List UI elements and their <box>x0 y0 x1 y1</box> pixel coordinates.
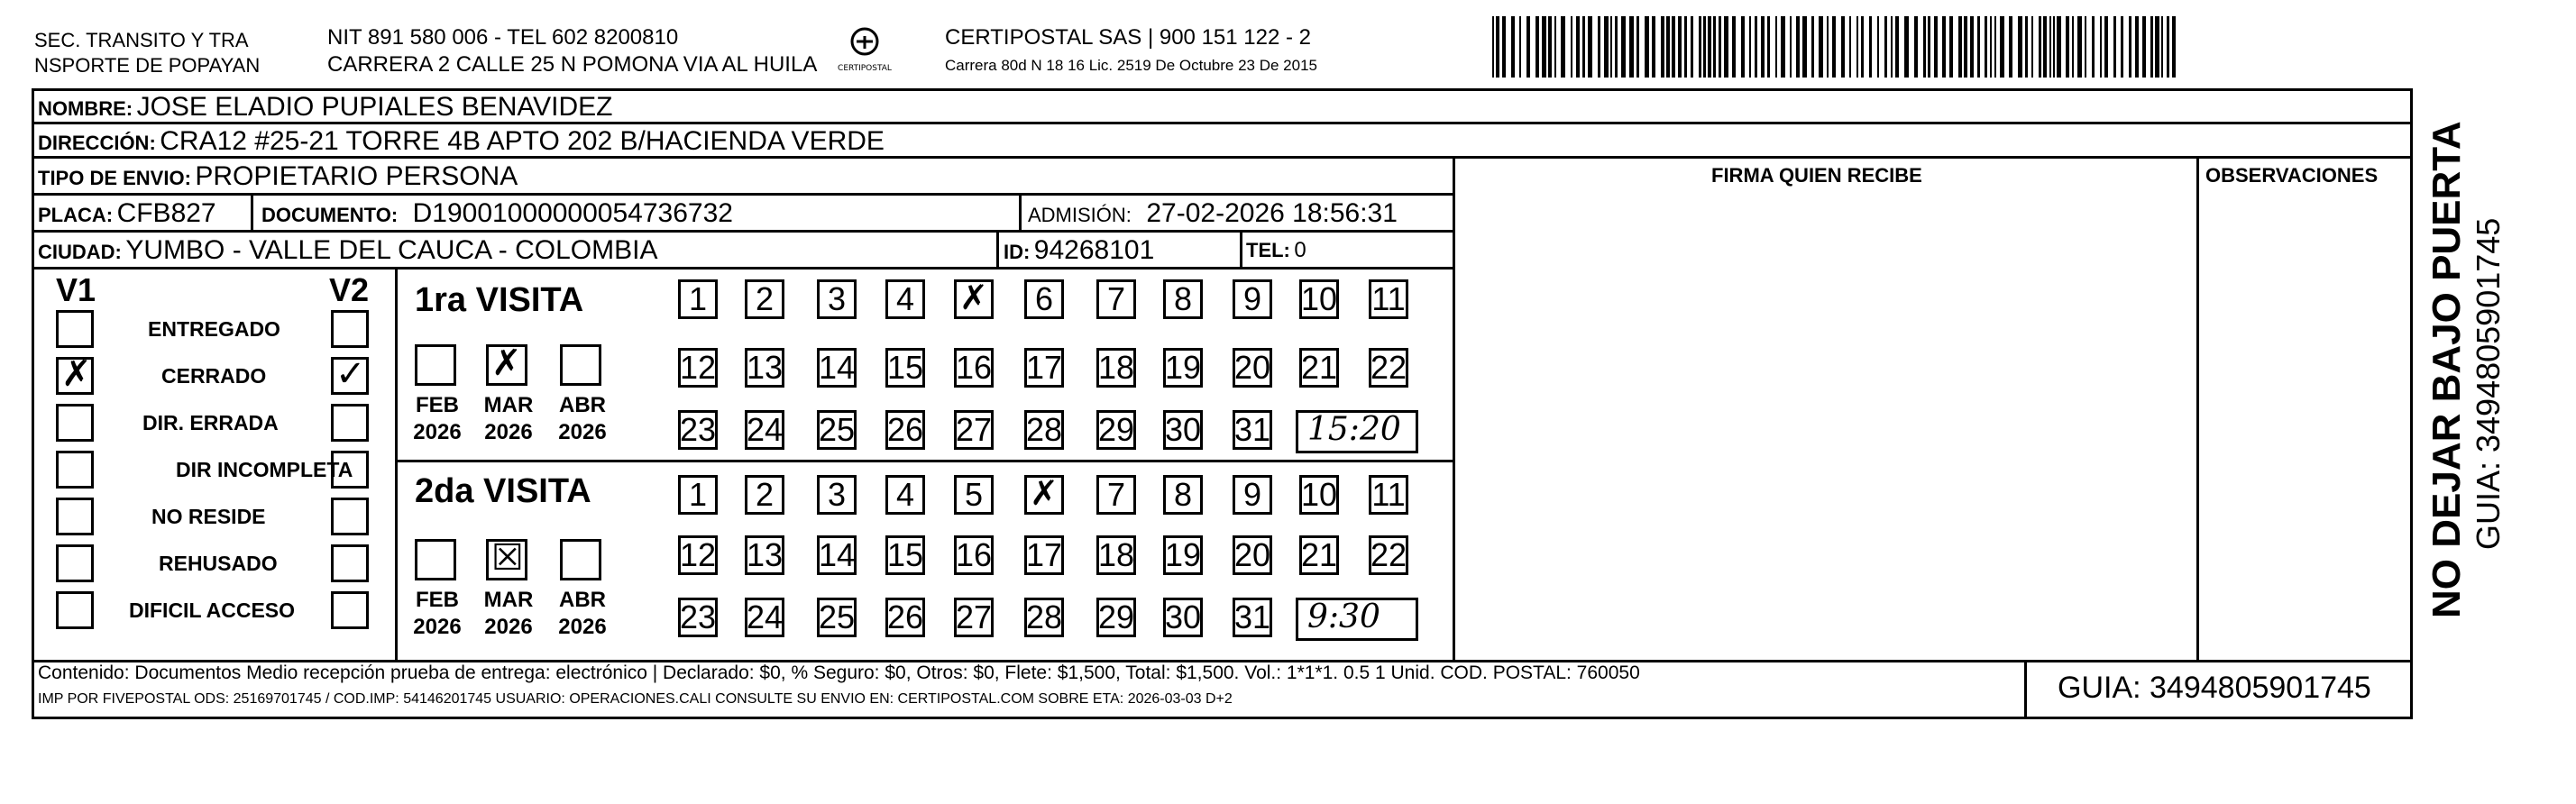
v2-checkbox[interactable] <box>331 591 369 629</box>
month-checkbox[interactable] <box>560 344 601 386</box>
day-checkbox[interactable]: 12 <box>679 349 717 386</box>
day-checkbox[interactable]: 14 <box>818 536 856 573</box>
day-checkbox[interactable]: 2 <box>745 475 784 515</box>
name-label: NOMBRE: <box>38 97 133 120</box>
day-checkbox[interactable]: 28 <box>1025 598 1063 635</box>
month-label: FEB <box>416 393 459 417</box>
month-label: ABR <box>559 588 606 612</box>
day-checkbox[interactable]: 4 <box>885 475 925 515</box>
document-label: DOCUMENTO: <box>261 204 399 226</box>
signature-header: FIRMA QUIEN RECIBE <box>1711 164 1922 187</box>
day-checkbox[interactable]: 8 <box>1163 279 1203 319</box>
v1-checkbox[interactable] <box>56 451 94 489</box>
v2-checkmark-icon: ✓ <box>335 353 366 395</box>
id-value: 94268101 <box>1033 235 1155 265</box>
tel-label: TEL: <box>1246 239 1290 261</box>
tel-value: 0 <box>1294 238 1306 262</box>
v1-checkmark-icon: ✗ <box>61 353 92 395</box>
status-option-label: DIR. ERRADA <box>142 411 279 434</box>
day-checkbox[interactable]: 29 <box>1097 598 1135 635</box>
status-option-label: REHUSADO <box>159 552 278 575</box>
month-year: 2026 <box>558 420 607 444</box>
month-label: MAR <box>483 588 534 612</box>
svg-text:CERTIPOSTAL: CERTIPOSTAL <box>838 64 892 73</box>
day-checkbox[interactable]: 4 <box>885 279 925 319</box>
shipment-type-value: PROPIETARIO PERSONA <box>195 161 518 191</box>
v1-label: V1 <box>56 271 96 308</box>
v2-checkbox[interactable] <box>331 404 369 442</box>
visit1-title: 1ra VISITA <box>415 281 584 319</box>
v2-checkbox[interactable] <box>331 310 369 348</box>
visit2-title: 2da VISITA <box>415 472 591 510</box>
v2-checkbox[interactable] <box>331 498 369 535</box>
day-checkbox[interactable]: 19 <box>1164 349 1202 386</box>
day-checkbox[interactable]: 25 <box>818 411 856 448</box>
plate-row <box>38 200 216 227</box>
v2-checkbox[interactable] <box>331 544 369 582</box>
admission-value: 27-02-2026 18:56:31 <box>1146 198 1398 228</box>
day-checkbox[interactable]: 22 <box>1370 536 1407 573</box>
shipment-type-label: TIPO DE ENVIO: <box>38 167 191 189</box>
day-checkbox[interactable]: 27 <box>955 598 993 635</box>
day-checkbox[interactable]: 31 <box>1233 411 1271 448</box>
day-checkbox[interactable]: 11 <box>1369 475 1408 515</box>
day-checkbox[interactable]: 24 <box>746 598 784 635</box>
day-checkbox[interactable]: 17 <box>1025 349 1063 386</box>
status-option-label: ENTREGADO <box>148 317 280 341</box>
footer-content: Contenido: Documentos Medio recepción prueba de entrega: electrónico | Declarado: $0, % Seguro: $0, Otros: $0, Flete: $1,500, Total: $1,500. Vol.: 1*1*1. 0.5 1 Unid. COD. POSTAL: 760050 <box>38 662 1640 683</box>
day-checkbox[interactable]: 13 <box>746 349 784 386</box>
day-checkbox[interactable]: 21 <box>1300 349 1338 386</box>
month-label: ABR <box>559 393 606 417</box>
month-checkbox[interactable] <box>415 539 456 580</box>
footer-print-info: IMP POR FIVEPOSTAL ODS: 25169701745 / COD.IMP: 54146201745 USUARIO: OPERACIONES.CALI CONSULTE SU ENVIO EN: CERTIPOSTAL.COM SOBRE ETA: 2026-03-03 D+2 <box>38 691 1233 707</box>
month-year: 2026 <box>484 420 533 444</box>
day-checkmark-icon: ✗ <box>959 278 988 317</box>
sender-line-2: NSPORTE DE POPAYAN <box>34 54 261 77</box>
day-checkbox[interactable]: 28 <box>1025 411 1063 448</box>
day-checkbox[interactable]: 17 <box>1025 536 1063 573</box>
month-year: 2026 <box>413 420 462 444</box>
handwritten-time: 9:30 <box>1307 598 1380 635</box>
day-checkbox[interactable]: 9 <box>1233 475 1272 515</box>
v1-checkbox[interactable] <box>56 310 94 348</box>
day-checkbox[interactable]: 27 <box>955 411 993 448</box>
admission-row <box>1028 200 1398 227</box>
day-checkbox[interactable]: 2 <box>745 279 784 319</box>
day-checkbox[interactable]: 21 <box>1300 536 1338 573</box>
v1-checkbox[interactable] <box>56 591 94 629</box>
document-row <box>261 200 733 227</box>
month-checkmark-icon: ☒ <box>491 537 524 579</box>
day-checkbox[interactable]: 5 <box>954 475 994 515</box>
day-checkbox[interactable]: 25 <box>818 598 856 635</box>
status-option-label: DIR INCOMPLETA <box>176 458 353 481</box>
address-row <box>38 128 885 155</box>
plate-value: CFB827 <box>116 198 216 228</box>
sender-line-1: SEC. TRANSITO Y TRA <box>34 29 249 51</box>
month-checkbox[interactable] <box>415 344 456 386</box>
sender-address: CARRERA 2 CALLE 25 N POMONA VIA AL HUILA <box>327 52 818 77</box>
plate-label: PLACA: <box>38 204 114 226</box>
day-checkbox[interactable]: 1 <box>678 475 718 515</box>
day-checkbox[interactable]: 26 <box>886 598 924 635</box>
day-checkbox[interactable]: 3 <box>817 279 857 319</box>
month-label: MAR <box>483 393 534 417</box>
day-checkbox[interactable]: 11 <box>1369 279 1408 319</box>
day-checkbox[interactable]: 16 <box>955 349 993 386</box>
day-checkbox[interactable]: 15 <box>886 536 924 573</box>
address-label: DIRECCIÓN: <box>38 132 156 154</box>
certipostal-logo-icon <box>830 23 900 78</box>
day-checkbox[interactable]: 7 <box>1096 279 1136 319</box>
month-year: 2026 <box>558 615 607 639</box>
day-checkbox[interactable]: 24 <box>746 411 784 448</box>
day-checkbox[interactable]: 10 <box>1300 476 1338 513</box>
day-checkbox[interactable]: 20 <box>1233 536 1271 573</box>
side-warning: NO DEJAR BAJO PUERTA <box>2425 121 2469 618</box>
day-checkbox[interactable]: 14 <box>818 349 856 386</box>
admission-label: ADMISIÓN: <box>1028 204 1132 226</box>
v1-checkbox[interactable] <box>56 404 94 442</box>
v2-label: V2 <box>329 271 370 308</box>
month-label: FEB <box>416 588 459 612</box>
id-row <box>1004 237 1154 264</box>
carrier-license: Carrera 80d N 18 16 Lic. 2519 De Octubre 23 De 2015 <box>945 57 1317 74</box>
day-checkbox[interactable]: 9 <box>1233 279 1272 319</box>
day-checkbox[interactable]: 12 <box>679 536 717 573</box>
day-checkbox[interactable]: 10 <box>1300 280 1338 317</box>
v1-checkbox[interactable] <box>56 498 94 535</box>
day-checkbox[interactable]: 7 <box>1096 475 1136 515</box>
day-checkbox[interactable]: 16 <box>955 536 993 573</box>
city-value: YUMBO - VALLE DEL CAUCA - COLOMBIA <box>125 235 658 265</box>
status-option-label: DIFICIL ACCESO <box>129 598 296 622</box>
day-checkbox[interactable]: 30 <box>1164 598 1202 635</box>
day-checkbox[interactable]: 30 <box>1164 411 1202 448</box>
side-label <box>2415 117 2514 622</box>
v1-checkbox[interactable] <box>56 544 94 582</box>
day-checkbox[interactable]: 8 <box>1163 475 1203 515</box>
barcode <box>1492 16 2182 78</box>
day-checkbox[interactable]: 20 <box>1233 349 1271 386</box>
day-checkbox[interactable]: 29 <box>1097 411 1135 448</box>
side-guide: GUIA: 3494805901745 <box>2470 217 2507 550</box>
day-checkbox[interactable]: 22 <box>1370 349 1407 386</box>
month-checkmark-icon: ✗ <box>491 343 522 384</box>
sender-nit: NIT 891 580 006 - TEL 602 8200810 <box>327 25 679 50</box>
day-checkbox[interactable]: 19 <box>1164 536 1202 573</box>
day-checkbox[interactable]: 1 <box>678 279 718 319</box>
day-checkbox[interactable]: 13 <box>746 536 784 573</box>
day-checkbox[interactable]: 23 <box>679 598 717 635</box>
day-checkbox[interactable]: 15 <box>886 349 924 386</box>
id-label: ID: <box>1004 241 1031 263</box>
document-value: D19001000000054736732 <box>412 198 733 228</box>
day-checkbox[interactable]: 31 <box>1233 598 1271 635</box>
day-checkbox[interactable]: 3 <box>817 475 857 515</box>
handwritten-time: 15:20 <box>1307 411 1401 448</box>
name-row <box>38 94 613 121</box>
city-row <box>38 237 658 264</box>
shipment-type-row <box>38 163 518 190</box>
month-checkbox[interactable] <box>560 539 601 580</box>
day-checkbox[interactable]: 26 <box>886 411 924 448</box>
day-checkbox[interactable]: 18 <box>1097 349 1135 386</box>
city-label: CIUDAD: <box>38 241 122 263</box>
recipient-address: CRA12 #25-21 TORRE 4B APTO 202 B/HACIENDA VERDE <box>160 126 885 156</box>
day-checkbox[interactable]: 18 <box>1097 536 1135 573</box>
carrier-name: CERTIPOSTAL SAS | 900 151 122 - 2 <box>945 25 1311 50</box>
day-checkbox[interactable]: 23 <box>679 411 717 448</box>
month-year: 2026 <box>484 615 533 639</box>
recipient-name: JOSE ELADIO PUPIALES BENAVIDEZ <box>136 92 613 122</box>
month-year: 2026 <box>413 615 462 639</box>
tel-row <box>1246 240 1306 261</box>
day-checkbox[interactable]: 6 <box>1024 279 1064 319</box>
observations-header: OBSERVACIONES <box>2205 164 2379 187</box>
status-option-label: NO RESIDE <box>151 505 266 528</box>
status-option-label: CERRADO <box>161 364 267 388</box>
day-checkmark-icon: ✗ <box>1030 473 1059 513</box>
footer-guide: GUIA: 3494805901745 <box>2058 671 2371 705</box>
